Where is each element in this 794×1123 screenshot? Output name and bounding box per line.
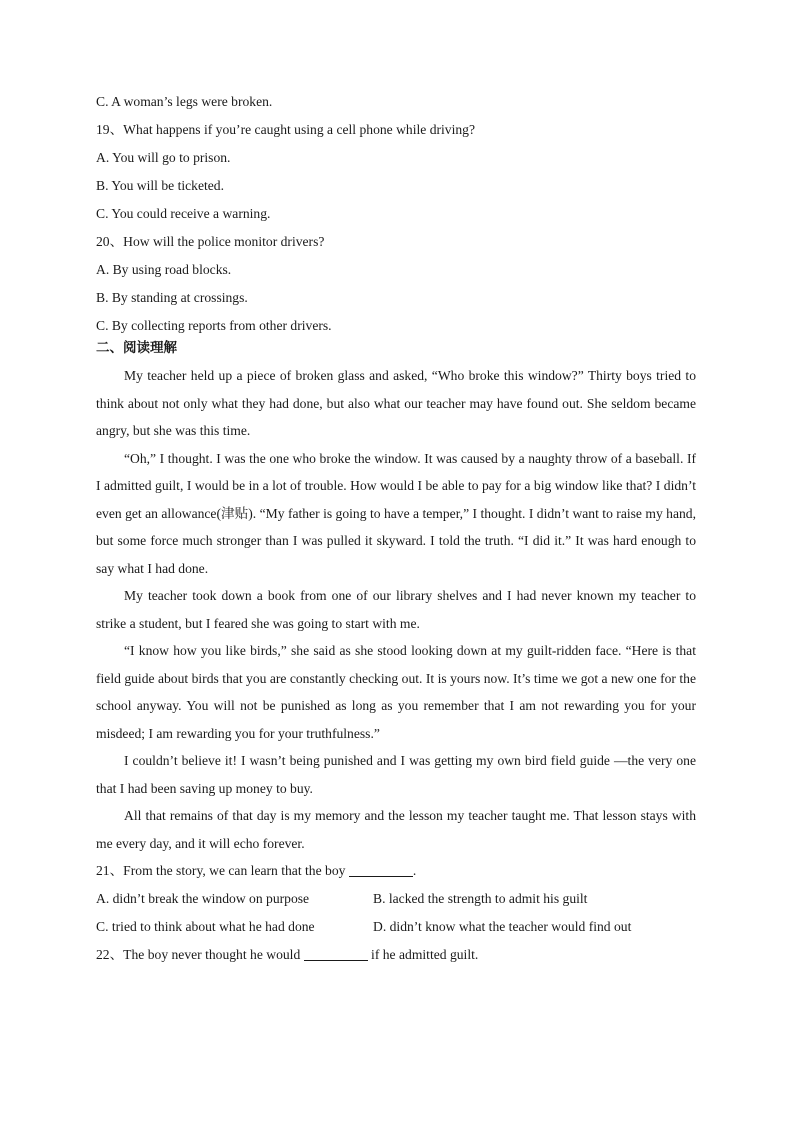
passage-paragraph-5: I couldn’t believe it! I wasn’t being punished and I was getting my own bird field guide —the very one that I had been saving up money to buy.	[96, 753, 696, 796]
q19-option-c: C. You could receive a warning.	[96, 206, 271, 221]
passage-paragraph-2: “Oh,” I thought. I was the one who broke the window. It was caused by a naughty throw of a baseball. If I admitted guilt, I would be in a lot of trouble. How would I be able to pay for a big window like that? I didn’t even get an allowance(津贴). “My father is going to have a temper,” I thought. I didn’t want to raise my hand, but some force much stronger than I was pulled it skyward. I told the truth. “I did it.” It was hard enough to say what I had done.	[96, 450, 696, 576]
question-18-tail	[96, 92, 696, 112]
passage-paragraph-6: All that remains of that day is my memory and the lesson my teacher taught me. That lesson stays with me every day, and it will echo forever.	[96, 808, 696, 851]
q20-option-c: C. By collecting reports from other drivers.	[96, 318, 332, 333]
q19-stem: 19、What happens if you’re caught using a cell phone while driving?	[96, 122, 476, 137]
q21-options	[96, 889, 696, 937]
q21-stem-end: .	[412, 863, 417, 878]
q20-stem: 20、How will the police monitor drivers?	[96, 234, 325, 249]
question-21	[96, 861, 696, 937]
q18-option-c: C. A woman’s legs were broken.	[96, 94, 273, 109]
worksheet-page	[96, 92, 696, 973]
q21-option-b: B. lacked the strength to admit his guilt	[373, 891, 588, 906]
q21-stem-text: 21、From the story, we can learn that the boy	[96, 863, 349, 878]
q21-option-a: A. didn’t break the window on purpose	[96, 891, 310, 906]
q21-option-c: C. tried to think about what he had done	[96, 919, 315, 934]
question-22	[96, 945, 696, 965]
q22-stem	[96, 945, 696, 965]
q22-stem-end: if he admitted guilt.	[367, 947, 479, 962]
q20-option-b: B. By standing at crossings.	[96, 290, 248, 305]
question-19	[96, 120, 696, 224]
q20-option-a: A. By using road blocks.	[96, 262, 232, 277]
q21-stem	[96, 861, 696, 881]
passage-paragraph-4: “I know how you like birds,” she said as she stood looking down at my guilt-ridden face. “Here is that field guide about birds that you are constantly checking out. It is yours now. It’s time we got a new one for the school anyway. You will not be punished as long as you remember that I am not rewarding you for your misdeed; I am rewarding you for your truthfulness.”	[96, 643, 696, 741]
answer-blank	[349, 862, 413, 877]
reading-passage	[96, 362, 696, 857]
passage-paragraph-1: My teacher held up a piece of broken glass and asked, “Who broke this window?” Thirty boys tried to think about not only what they had done, but also what our teacher may have found out. She seldom became angry, but she was this time.	[96, 368, 696, 438]
q22-stem-text: 22、The boy never thought he would	[96, 947, 304, 962]
passage-paragraph-3: My teacher took down a book from one of our library shelves and I had never known my teacher to strike a student, but I feared she was going to start with me.	[96, 588, 696, 631]
section-heading-reading: 二、阅读理解	[96, 340, 177, 356]
q21-option-d: D. didn’t know what the teacher would find out	[373, 919, 632, 934]
q19-option-a: A. You will go to prison.	[96, 150, 231, 165]
question-20	[96, 232, 696, 336]
q19-option-b: B. You will be ticketed.	[96, 178, 225, 193]
answer-blank	[304, 946, 368, 961]
